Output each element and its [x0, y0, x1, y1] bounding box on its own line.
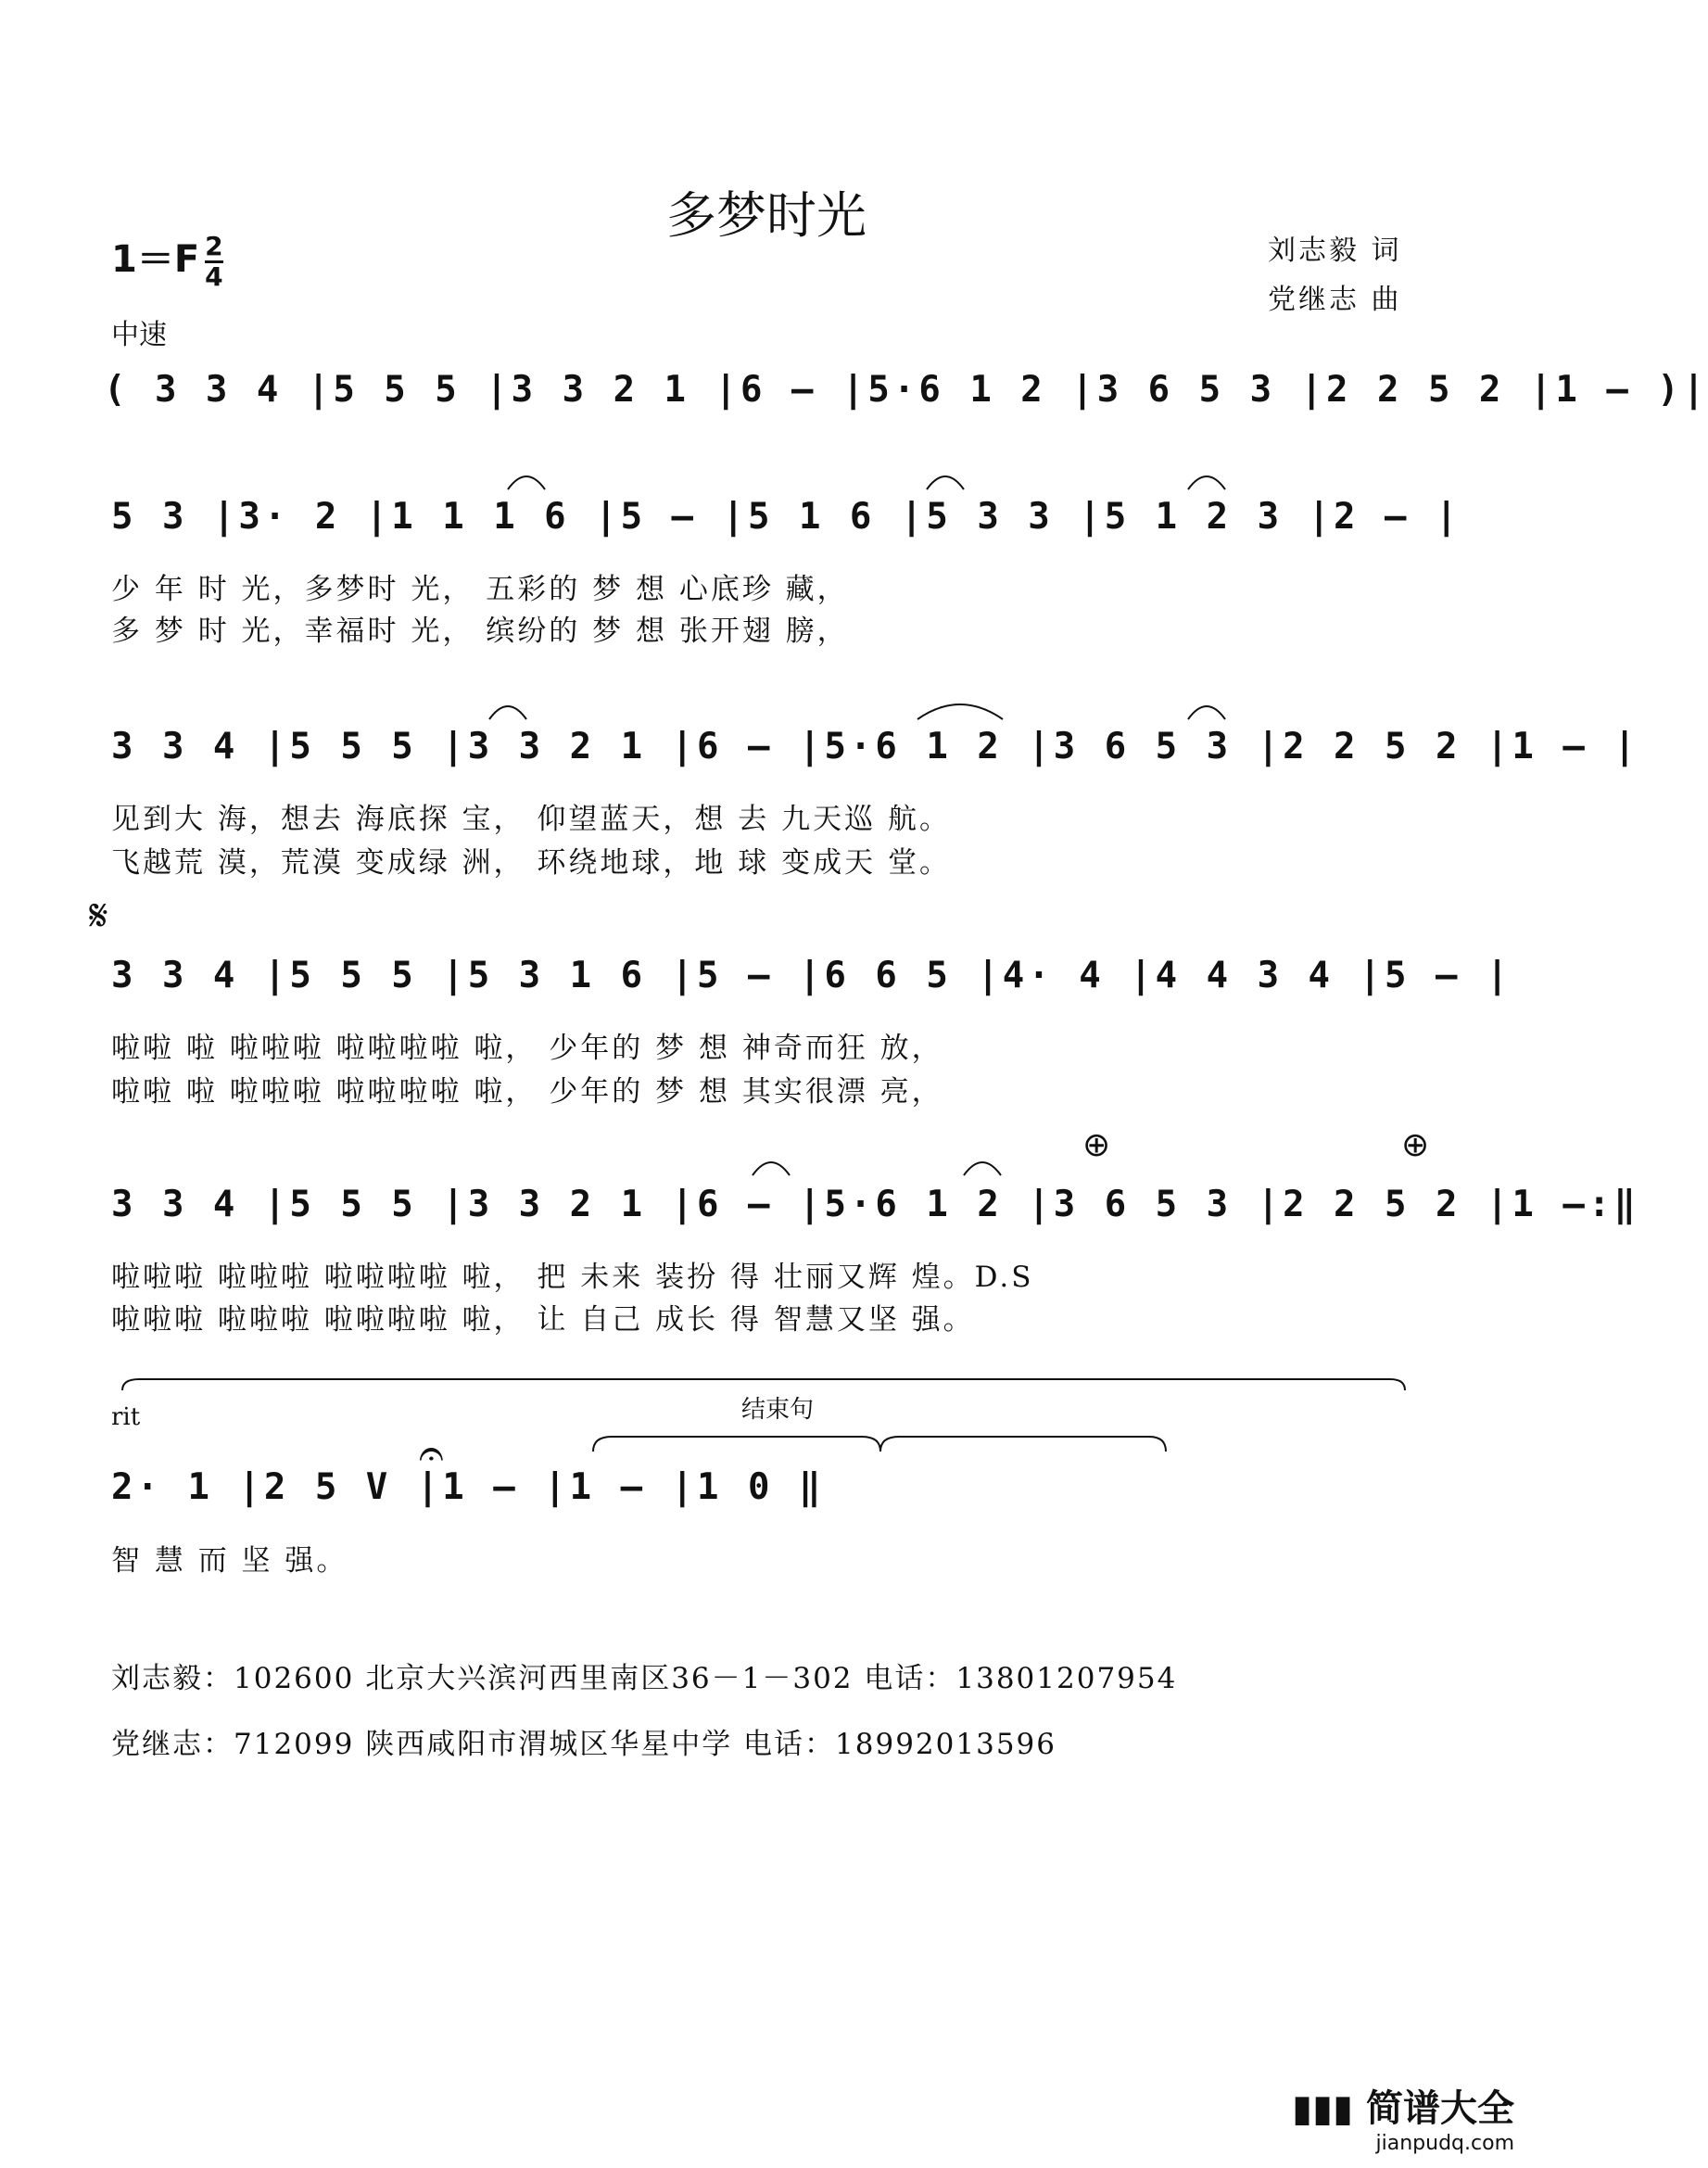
time-numerator: 2	[205, 230, 223, 261]
tempo-marking: 中速	[111, 319, 167, 351]
rit-bracket	[122, 1379, 1405, 1390]
tie-arc	[593, 1437, 880, 1452]
slur-arc	[508, 476, 545, 489]
contact-composer: 党继志：712099 陕西咸阳市渭城区华星中学 电话：18992013596	[111, 1728, 1056, 1761]
lyrics-row-4-verse-1: 啦啦 啦 啦啦啦 啦啦啦啦 啦， 少年的 梦 想 神奇而狂 放，	[111, 1032, 943, 1065]
slur-arc	[917, 704, 1003, 719]
ending-label: 结束句	[741, 1396, 815, 1424]
lyrics-row-3-verse-1: 见到大 海，想去 海底探 宝， 仰望蓝天，想 去 九天巡 航。	[111, 803, 951, 836]
lyricist-credit: 刘志毅 词	[1268, 235, 1402, 267]
slur-arc	[753, 1162, 790, 1175]
notes-row-3: 3 3 4 |5 5 5 |3 3 2 1 |6 – |5·6 1 2 |3 6 5 3 |2 2 5 2 |1 – |	[111, 726, 1639, 767]
logo-url: jianpudq.com	[1375, 2132, 1514, 2155]
notes-row-6: 2· 1 |2 5 V |1 – |1 – |1 0 ‖	[111, 1466, 825, 1508]
notes-row-5: 3 3 4 |5 5 5 |3 3 2 1 |6 – |5·6 1 2 |3 6 5 3 |2 2 5 2 |1 –:‖	[111, 1184, 1639, 1225]
notes-row-4: 3 3 4 |5 5 5 |5 3 1 6 |5 – |6 6 5 |4· 4 |4 4 3 4 |5 – |	[111, 955, 1512, 996]
segno-sign: 𝄋	[89, 890, 108, 942]
notes-row-2: 5 3 |3· 2 |1 1 1 6 |5 – |5 1 6 |5 3 3 |5 1 2 3 |2 – |	[111, 496, 1461, 538]
lyrics-row-6: 智 慧 而 坚 强。	[111, 1544, 348, 1578]
key-prefix: 1＝F	[111, 238, 200, 281]
coda-sign-2: ⊕	[1401, 1126, 1430, 1164]
contact-lyricist: 刘志毅：102600 北京大兴滨河西里南区36－1－302 电话：13801207954	[111, 1662, 1178, 1695]
time-denominator: 4	[205, 260, 223, 292]
lyrics-row-4-verse-2: 啦啦 啦 啦啦啦 啦啦啦啦 啦， 少年的 梦 想 其实很漂 亮，	[111, 1075, 943, 1109]
site-logo	[1292, 2079, 1514, 2155]
coda-sign-1: ⊕	[1082, 1126, 1111, 1164]
rit-marking: rit	[111, 1403, 141, 1431]
lyrics-row-5-verse-1: 啦啦啦 啦啦啦 啦啦啦啦 啦， 把 未来 装扮 得 壮丽又辉 煌。D.S	[111, 1261, 1034, 1294]
lyrics-row-2-verse-1: 少 年 时 光，多梦时 光， 五彩的 梦 想 心底珍 藏，	[111, 573, 849, 606]
slur-arc	[964, 1162, 1001, 1175]
page-title: 多梦时光	[666, 186, 867, 245]
composer-credit: 党继志 曲	[1268, 284, 1402, 316]
notes-row-1: ( 3 3 4 |5 5 5 |3 3 2 1 |6 – |5·6 1 2 |3 6 5 3 |2 2 5 2 |1 – )|	[104, 369, 1708, 411]
logo-text: 简谱大全	[1366, 2087, 1514, 2130]
slur-arc	[1188, 476, 1225, 489]
lyrics-row-5-verse-2: 啦啦啦 啦啦啦 啦啦啦啦 啦， 让 自己 成长 得 智慧又坚 强。	[111, 1303, 975, 1337]
slur-arc	[927, 476, 964, 489]
lyrics-row-2-verse-2: 多 梦 时 光，幸福时 光， 缤纷的 梦 想 张开翅 膀，	[111, 615, 849, 648]
tie-arc	[880, 1437, 1166, 1452]
fermata-sign: 𝄐	[419, 1427, 444, 1479]
slur-arc	[489, 706, 526, 719]
slur-arc	[1188, 706, 1225, 719]
lyrics-row-3-verse-2: 飞越荒 漠，荒漠 变成绿 洲， 环绕地球，地 球 变成天 堂。	[111, 846, 951, 880]
logo-piano-icon: ▮▮▮	[1292, 2087, 1366, 2130]
